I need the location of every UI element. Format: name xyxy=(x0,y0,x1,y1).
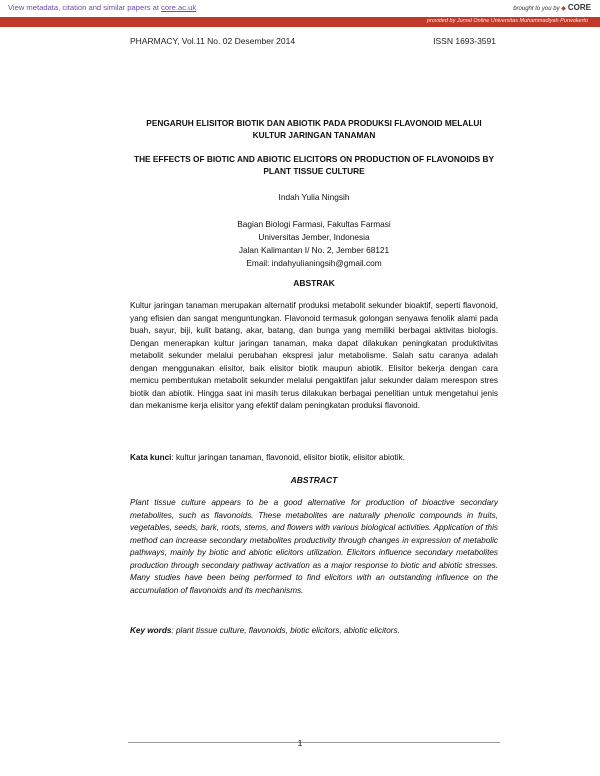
kata-kunci-label: Kata kunci xyxy=(130,453,172,462)
page-number: 1 xyxy=(297,738,303,748)
core-brand: CORE xyxy=(567,3,591,12)
core-brought-by[interactable] xyxy=(513,3,591,12)
kata-kunci xyxy=(130,452,498,465)
issn: ISSN 1693-3591 xyxy=(433,36,496,46)
core-provided-by: provided by Jurnal Online Universitas Muhammadiyah Purwokerto xyxy=(426,18,588,24)
core-metadata-link[interactable] xyxy=(8,3,196,12)
affiliation xyxy=(130,218,498,270)
author-email[interactable]: Email: indahyulianingsih@gmail.com xyxy=(246,258,382,268)
abstrak-heading: ABSTRAK xyxy=(293,278,335,288)
kata-kunci-values: : kultur jaringan tanaman, flavonoid, elisitor biotik, elisitor abiotik. xyxy=(171,453,405,462)
affiliation-line: Universitas Jember, Indonesia xyxy=(258,232,370,242)
abstract-heading: ABSTRACT xyxy=(290,475,338,485)
keywords-values: : plant tissue culture, flavonoids, biotic elicitors, abiotic elicitors. xyxy=(171,626,400,635)
affiliation-line: Jalan Kalimantan I/ No. 2, Jember 68121 xyxy=(238,245,390,255)
title-indonesian: PENGARUH ELISITOR BIOTIK DAN ABIOTIK PADA PRODUKSI FLAVONOID MELALUI KULTUR JARINGAN TANAMAN xyxy=(146,118,482,140)
core-link-prefix: View metadata, citation and similar papers at xyxy=(8,3,162,12)
core-logo-icon: ◆ xyxy=(561,6,566,12)
journal-info: PHARMACY, Vol.11 No. 02 Desember 2014 xyxy=(130,36,296,46)
title-english: THE EFFECTS OF BIOTIC AND ABIOTIC ELICITORS ON PRODUCTION OF FLAVONOIDS BY PLANT TISSUE CULTURE xyxy=(134,154,494,176)
author-name: Indah Yulia Ningsih xyxy=(278,192,350,202)
keywords xyxy=(130,625,498,638)
keywords-label: Key words xyxy=(130,626,172,635)
abstract-body: Plant tissue culture appears to be a good alternative for production of bioactive secondary metabolites, such as flavonoids. These metabolites are naturally phenolic compounds in fruits, vegetables, seeds, bark, roots, stems, and flowers with various biological activities. Application of this method can increase secondary metabolites productivity through changes in expression of metabolic pathways, mainly by biotic and abiotic elicitors utilization. Elicitors influence secondary metabolites production through secondary pathway activation as a major response to biotic and abiotic stresses. Many studies have been being performed to find elicitors with an outstanding influence on the accumulation of flavonoids and its mechanisms. xyxy=(130,498,498,595)
core-banner xyxy=(0,0,600,28)
abstrak-body: Kultur jaringan tanaman merupakan alternatif produksi metabolit sekunder bioaktif, seperti flavonoid, yang efisien dan sangat menguntungkan. Flavonoid termasuk golongan senyawa fenolik alami pada buah, sayur, biji, kulit batang, akar, batang, dan bunga yang memiliki berbagai aktivitas biologis. Dengan menerapkan kultur jaringan tanaman, maka dapat dilakukan peningkatan produktivitas metabolit sekunder melalui perubahan ekspresi jalur metabolisme. Salah satu caranya adalah dengan menggunakan elisitor, baik elisitor biotik maupun abiotik. Elisitor bekerja dengan cara memicu pembentukan metabolit sekunder melalui pengaktifan jalur sekunder dalam merespon stres biotik dan abiotik. Hingga saat ini masih terus dilakukan berbagai penelitian untuk mengetahui jenis dan mekanisme kerja elisitor yang efektif dalam peningkatan produksi flavonoid. xyxy=(130,301,498,410)
brought-by-text: brought to you by xyxy=(513,6,560,12)
affiliation-line: Bagian Biologi Farmasi, Fakultas Farmasi xyxy=(237,219,391,229)
core-link-domain[interactable]: core.ac.uk xyxy=(161,3,197,12)
